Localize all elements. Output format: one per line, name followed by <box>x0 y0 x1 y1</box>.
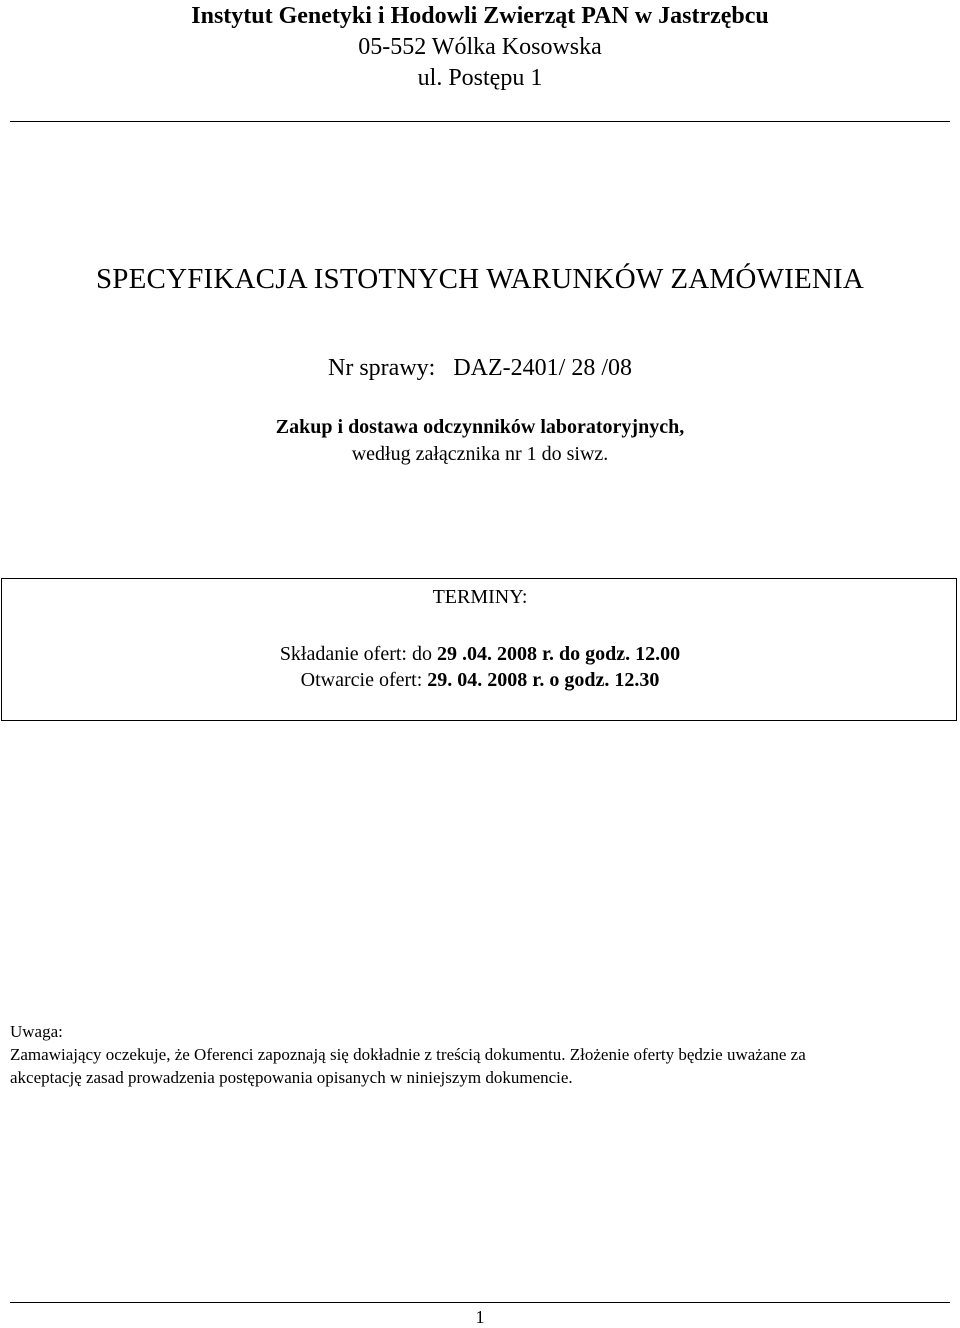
note-label: Uwaga: <box>10 1022 63 1041</box>
footer-divider <box>10 1302 950 1303</box>
case-number-value: DAZ-2401/ 28 /08 <box>453 355 632 381</box>
case-number-label: Nr sprawy: <box>328 355 436 381</box>
institution-street-address: ul. Postępu 1 <box>417 65 543 91</box>
terms-heading: TERMINY: <box>432 586 528 608</box>
submission-deadline-label: Składanie ofert: do <box>279 643 437 665</box>
note-line-1: Zamawiający oczekuje, że Oferenci zapoznają się dokładnie z treścią dokumentu. Złożenie oferty będzie uważane za <box>10 1045 806 1064</box>
opening-date-value: 29. 04. 2008 r. o godz. 12.30 <box>427 669 660 691</box>
subject-line-2: według załącznika nr 1 do siwz. <box>351 443 609 465</box>
institution-postal-address: 05-552 Wólka Kosowska <box>358 34 602 60</box>
header-divider <box>10 121 950 122</box>
note-line-2: akceptację zasad prowadzenia postępowania opisanych w niniejszym dokumencie. <box>10 1068 573 1087</box>
institution-name: Instytut Genetyki i Hodowli Zwierząt PAN w Jastrzębcu <box>191 3 769 29</box>
opening-date <box>0 667 960 693</box>
document-title: SPECYFIKACJA ISTOTNYCH WARUNKÓW ZAMÓWIENIA <box>95 263 865 295</box>
opening-date-label: Otwarcie ofert: <box>300 669 428 691</box>
page-number: 1 <box>475 1307 485 1327</box>
case-number-line <box>0 354 960 382</box>
submission-deadline <box>0 641 960 667</box>
submission-deadline-value: 29 .04. 2008 r. do godz. 12.00 <box>437 643 681 665</box>
subject-line-1: Zakup i dostawa odczynników laboratoryjnych, <box>275 416 685 438</box>
